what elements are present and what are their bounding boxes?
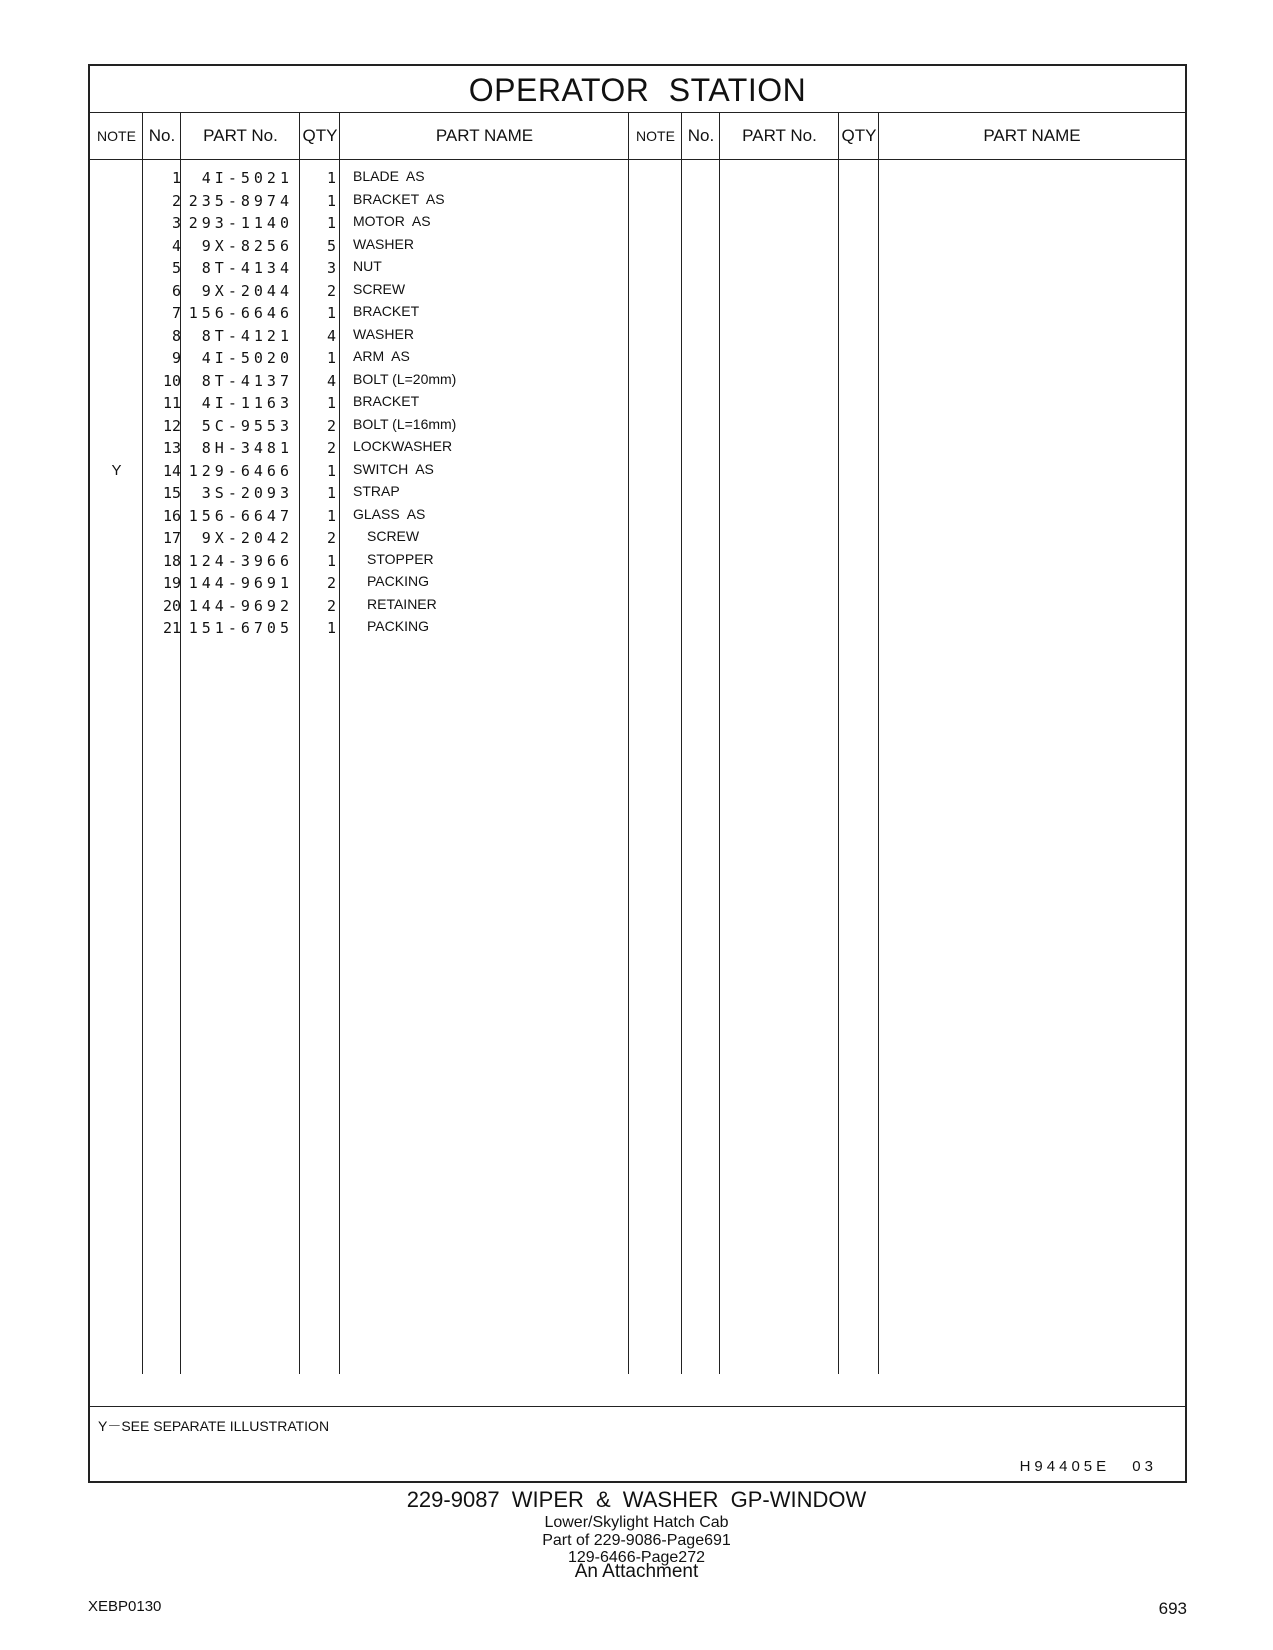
- table-row: [90, 550, 690, 573]
- header-no-left: No.: [148, 126, 176, 145]
- part-item-number: 20: [162, 596, 181, 615]
- part-number: 5C-9553: [201, 416, 293, 435]
- part-quantity: 1: [326, 551, 336, 570]
- table-row: [90, 302, 690, 325]
- part-name: SCREW: [367, 528, 420, 544]
- parts-table-frame: [88, 64, 1187, 1483]
- header-no-right: No.: [687, 126, 715, 145]
- part-number: 293-1140: [188, 214, 293, 232]
- part-number: 9X-2042: [201, 529, 293, 547]
- part-number: 235-8974: [188, 191, 293, 210]
- part-item-number: 5: [171, 259, 181, 277]
- header-part-no-right: PART No.: [742, 126, 817, 145]
- caption-line-2: Part of 229-9086-Page691: [542, 1532, 731, 1549]
- caption-line-3: 129-6466-Page272: [567, 1549, 705, 1566]
- part-quantity: 1: [326, 619, 336, 637]
- part-name: BRACKET AS: [353, 190, 445, 207]
- caption-line-1: Lower/Skylight Hatch Cab: [544, 1514, 729, 1531]
- part-item-number: 15: [162, 484, 181, 502]
- document-id: XEBP0130: [88, 1598, 162, 1615]
- part-quantity: 2: [326, 529, 336, 547]
- part-quantity: 2: [326, 416, 336, 435]
- part-quantity: 2: [326, 574, 336, 592]
- part-number: 156-6646: [188, 304, 293, 322]
- part-item-number: 11: [162, 394, 181, 412]
- table-row: [90, 460, 690, 483]
- part-name: MOTOR AS: [353, 213, 431, 229]
- part-item-number: 4: [171, 236, 181, 255]
- part-item-number: 10: [162, 371, 181, 390]
- part-item-number: 6: [171, 281, 181, 300]
- part-number: 8T-4121: [201, 326, 293, 345]
- part-name: GLASS AS: [353, 505, 426, 522]
- part-number: 8T-4134: [201, 259, 293, 277]
- part-number: 4I-5020: [201, 349, 293, 367]
- table-row: [90, 595, 690, 618]
- part-name: WASHER: [353, 235, 414, 252]
- header-note-right: NOTE: [636, 128, 675, 144]
- part-quantity: 1: [326, 506, 336, 525]
- table-row: [90, 212, 690, 235]
- part-item-number: 1: [171, 169, 181, 187]
- part-name: BOLT (L=16mm): [353, 415, 457, 432]
- part-name: WASHER: [353, 325, 414, 342]
- part-item-number: 21: [162, 619, 181, 637]
- part-quantity: 1: [326, 461, 336, 480]
- part-name: NUT: [353, 258, 382, 274]
- part-number: 4I-1163: [201, 394, 293, 412]
- table-row: [90, 415, 690, 438]
- part-name: BRACKET: [353, 393, 420, 409]
- part-number: 9X-8256: [201, 236, 293, 255]
- part-quantity: 1: [326, 484, 336, 502]
- part-quantity: 1: [326, 394, 336, 412]
- part-quantity: 1: [326, 169, 336, 187]
- part-name: ARM AS: [353, 348, 410, 364]
- table-row: [90, 392, 690, 415]
- part-item-number: 8: [171, 326, 181, 345]
- part-item-number: 9: [171, 349, 181, 367]
- column-divider: [838, 112, 839, 1374]
- header-qty-right: QTY: [841, 126, 877, 145]
- part-name: SCREW: [353, 280, 406, 297]
- header-note-left: NOTE: [97, 128, 136, 144]
- part-item-number: 19: [162, 574, 181, 592]
- part-number: 151-6705: [188, 619, 293, 637]
- table-row: [90, 527, 690, 550]
- part-number: 4I-5021: [201, 169, 293, 187]
- table-row: [90, 370, 690, 393]
- table-row: [90, 167, 690, 190]
- header-part-name-right: PART NAME: [983, 126, 1081, 145]
- part-name: LOCKWASHER: [353, 438, 453, 454]
- part-number: 8T-4137: [201, 371, 293, 390]
- section-title: OPERATOR STATION: [90, 66, 1185, 113]
- part-name: STRAP: [353, 483, 400, 499]
- part-quantity: 1: [326, 191, 336, 210]
- column-divider: [878, 112, 879, 1374]
- part-number: 129-6466: [188, 461, 293, 480]
- part-name: PACKING: [367, 573, 429, 589]
- table-row: [90, 617, 690, 640]
- part-name: PACKING: [367, 618, 429, 634]
- table-row: [90, 325, 690, 348]
- part-item-number: 12: [162, 416, 181, 435]
- header-qty-left: QTY: [302, 126, 338, 145]
- table-row: [90, 572, 690, 595]
- table-row: [90, 280, 690, 303]
- part-quantity: 1: [326, 214, 336, 232]
- part-name: STOPPER: [367, 550, 434, 567]
- column-divider: [719, 112, 720, 1374]
- part-number: 144-9691: [188, 574, 293, 592]
- part-quantity: 2: [326, 439, 336, 457]
- part-quantity: 4: [326, 326, 336, 345]
- part-name: SWITCH AS: [353, 460, 434, 477]
- part-name: BRACKET: [353, 303, 420, 319]
- part-quantity: 5: [326, 236, 336, 255]
- table-row: [90, 482, 690, 505]
- part-item-number: 2: [171, 191, 181, 210]
- part-number: 9X-2044: [201, 281, 293, 300]
- table-row: [90, 190, 690, 213]
- part-quantity: 1: [326, 304, 336, 322]
- part-number: 3S-2093: [201, 484, 293, 502]
- part-item-number: 16: [162, 506, 181, 525]
- part-item-number: 13: [162, 439, 181, 457]
- part-name: RETAINER: [367, 595, 437, 612]
- part-name: BLADE AS: [353, 168, 425, 184]
- part-number: 156-6647: [188, 506, 293, 525]
- part-item-number: 17: [162, 529, 181, 547]
- header-part-no-left: PART No.: [203, 126, 278, 145]
- part-item-number: 18: [162, 551, 181, 570]
- part-number: 124-3966: [188, 551, 293, 570]
- table-row: [90, 437, 690, 460]
- part-note: Y: [111, 461, 122, 479]
- part-number: 144-9692: [188, 596, 293, 615]
- table-row: [90, 347, 690, 370]
- part-number: 8H-3481: [201, 439, 293, 457]
- caption-attachment: An Attachment: [574, 1561, 699, 1582]
- table-body-bottom-rule: [90, 1406, 1185, 1407]
- table-header: [90, 113, 1185, 160]
- table-row: [90, 235, 690, 258]
- table-row: [90, 505, 690, 528]
- part-item-number: 3: [171, 214, 181, 232]
- page-number: 693: [1158, 1599, 1187, 1618]
- footnote: Y－SEE SEPARATE ILLUSTRATION: [98, 1418, 330, 1434]
- part-item-number: 14: [162, 461, 181, 480]
- caption-title: 229-9087 WIPER & WASHER GP-WINDOW: [406, 1487, 867, 1512]
- header-part-name-left: PART NAME: [435, 126, 534, 145]
- part-quantity: 4: [326, 371, 336, 390]
- part-quantity: 2: [326, 281, 336, 300]
- illustration-code: H94405E 03: [1019, 1458, 1157, 1475]
- part-name: BOLT (L=20mm): [353, 370, 457, 387]
- part-quantity: 2: [326, 596, 336, 615]
- part-item-number: 7: [171, 304, 181, 322]
- table-row: [90, 257, 690, 280]
- part-quantity: 3: [326, 259, 336, 277]
- part-quantity: 1: [326, 349, 336, 367]
